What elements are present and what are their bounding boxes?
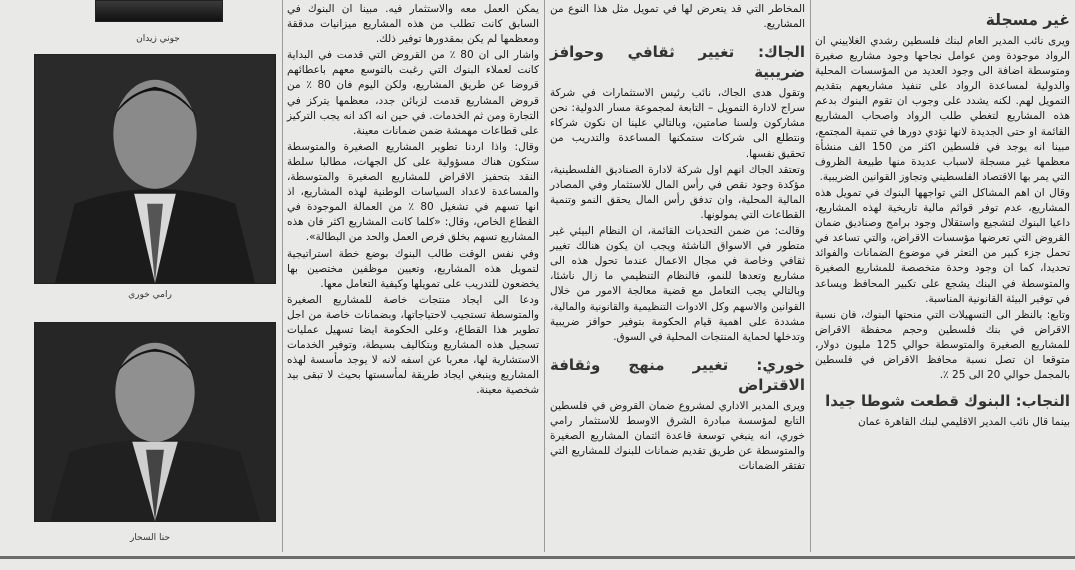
paragraph: واشار الى ان 80 ٪ من القروض التي قدمت في البداية كانت لعملاء البنوك التي رغبت بالتوسع معهم باعطائهم قروضا عن طريق المشاريع، ولكن اليوم فان 80 ٪ من قروض المشاريع قدمت لزبائن جدد، معظمها يتركز في التجارة ومن ثم الخدمات. في حين انه اكد انه يجب التركيز على قطاعات مهمشة ضمن ضمانات معينة. (287, 49, 540, 137)
paragraph: ويرى المدير الاداري لمشروع ضمان القروض في فلسطين التابع لمؤسسة مبادرة الشرق الاوسط للاستثمار رامي خوري، انه ينبغي توسعة قاعدة ائتمان المشاريع الصغيرة والمتوسطة عن طريق تقديم ضمانات للبنوك للمشاريع التي تفتقر الضمانات (550, 399, 805, 473)
article-column-right (815, 2, 1070, 431)
paragraph: وفي نفس الوقت طالب البنوك بوضع خطة استراتيجية لتمويل هذه المشاريع، وتعيين موظفين مختصين بها يخضعون للتدريب على تمويلها وكيفية التعامل معها. (287, 247, 539, 290)
photo-caption: رامي خوري (128, 290, 172, 300)
photo-portrait-rami-khoury (34, 54, 276, 284)
column-divider (810, 0, 811, 552)
paragraph: وتقول هدى الجاك، نائب رئيس الاستثمارات في شركة سراج لادارة التمويل – التابعة لمجموعة مسار الدولية: نحن مشاركون ولسنا صامتين، وبالتالي علينا ان نكون شركاء ونتطلع الى شركات ستمكنها المساعدة والتدريب من تحقيق نفسها. (550, 87, 805, 160)
paragraph: المخاطر التي قد يتعرض لها في تمويل مثل هذا النوع من المشاريع. (550, 3, 805, 31)
paragraph: وقال ان اهم المشاكل التي تواجهها البنوك في تمويل هذه المشاريع، عدم توفر قوائم مالية تاريخية لهذه المشاريع، داعيا البنوك لتشجيع واستقلال وجود برامج وصناديق ضمان القروض التي تعرضها مؤسسات الاقراض، والتي تساعد في تحمل جزء كبير من التعثر في موضوع الضمانات والفوائد تحديدا، كما ان وجود وحدة متخصصة للمشاريع الصغيرة والمتوسطة في البنك يشجع على تكبير المحافظ ويساعد في توفير البيئة القانونية المناسبة. (815, 186, 1070, 305)
paragraph: وقالت: من ضمن التحديات القائمة، ان النظام البيئي غير متطور في الاسواق الناشئة ويجب ان يكون هنالك تغيير ثقافي وخاصة في مجال الاعمال عندما تحول هذه الى مشاريع وتعدها للنمو، فالنظام التنظيمي ما زال ناشئا، وبالتالي يجب التعامل مع قضية معالجة الامور من خلال القوانين والاسهم وكل الادوات التنظيمية والقانونية والمالية، مشددة على اهمية قيام الحكومة بتوفير حوافز ضريبية وتدخلها لحماية المنتجات المحلية في السوق. (550, 225, 805, 343)
column-divider (282, 0, 283, 552)
paragraph: ويرى نائب المدير العام لبنك فلسطين رشدي الغلاييني ان الرواد موجودة ومن عوامل نجاحها وجود مشاريع صغيرة ومتوسطة اضافة الى وجود العديد من المؤسسات المحلية والدولية لمساعدة الرواد على تنفيذ مشاريعهم بتقديم التمويل لهم. لكنه يشدد على وجوب ان تقوم البنوك بدعم هذه المشاريع لتغطي طلب الرواد واصحاب المشاريع القائمة او حتى الجديدة لانها تؤدي دورها في تنمية المجتمع، مبينا انه يوجد في فلسطين اكثر من 150 الف منشأة معظمها غير مسجلة لاسباب عديدة منها طبيعة الظروف التي يمر بها الاقتصاد الفلسطيني وتجاوز القوانين الضريبية. (815, 35, 1070, 183)
photo-caption: جوني زيدان (136, 34, 180, 44)
column-divider (544, 0, 545, 552)
article-column-middle (550, 2, 805, 475)
section-heading: غير مسجلة (985, 11, 1070, 29)
paragraph: ودعا الى ايجاد منتجات خاصة للمشاريع الصغيرة والمتوسطة تستجيب لاحتياجاتها، وبضمانات خاصة من اجل تطوير هذا القطاع، وعلى الحكومة ايضا تسهيل عمليات تسجيل هذه المشاريع وبتكاليف بسيطة، وتوفير الخدمات الاستشارية لها، معربا عن اسفه لانه لا يوجد مأسسة لهذه المشاريع وينبغي ايجاد طريقة لمأسستها بحيث لا تبقى بيد شخصية معينة. (287, 293, 539, 397)
paragraph: وتعتقد الجاك انهم اول شركة لادارة الصناديق الفلسطينية، مؤكدة وجود نقص في رأس المال للاستثمار وفي المصادر المالية المحلية، وان تدفق رأس المال يحقق النمو وتنمية القطاعات التي يمولونها. (550, 163, 805, 221)
section-heading: النجاب: البنوك قطعت شوطا جيدا (825, 392, 1070, 411)
paragraph: وتابع: بالنظر الى التسهيلات التي منحتها البنوك، فان نسبة الاقراض في بنك فلسطين وحجم محفظة الاقراض للمشاريع الصغيرة والمتوسطة حوالي 125 مليون دولار، متوقعا ان تصل نسبة محافظ الاقراض في فلسطين بالمجمل حوالي 20 الى 25 ٪. (815, 308, 1070, 382)
article-column-left (287, 2, 539, 399)
paragraph: يمكن العمل معه والاستثمار فيه. مبينا ان البنوك في السابق كانت تطلب من هذه المشاريع ميزانيات مدققة ومعظمها لم يكن بمقدورها توفير ذلك. (287, 3, 539, 46)
photo-top-portrait (95, 0, 223, 22)
section-heading: خوري: تغيير منهج وثقافة الاقتراض (550, 355, 805, 394)
bottom-rule (0, 556, 1075, 559)
photo-portrait-hanna-sahhar (34, 322, 276, 522)
section-heading: الجاك: تغيير ثقافي وحوافز ضريبية (550, 43, 805, 82)
photo-caption: حنا السحار (129, 533, 171, 543)
paragraph: وقال: واذا اردنا تطوير المشاريع الصغيرة والمتوسطة ستكون هناك مسؤولية على كل الجهات، مطالبا سلطة النقد بتحفيز الاقراض للمشاريع الصغيرة والمتوسطة، والمساعدة لاعداد السياسات الوطنية لهذه المشاريع، اذ انها تسهم في تشغيل 80 ٪ من العمالة الموجودة في القطاع الخاص، وقال: «كلما كانت المشاريع اكثر فان هذه المشاريع تسهم بخلق فرص العمل والحد من البطالة». (287, 140, 539, 244)
paragraph: بينما قال نائب المدير الاقليمي لبنك القاهرة عمان (858, 416, 1070, 429)
